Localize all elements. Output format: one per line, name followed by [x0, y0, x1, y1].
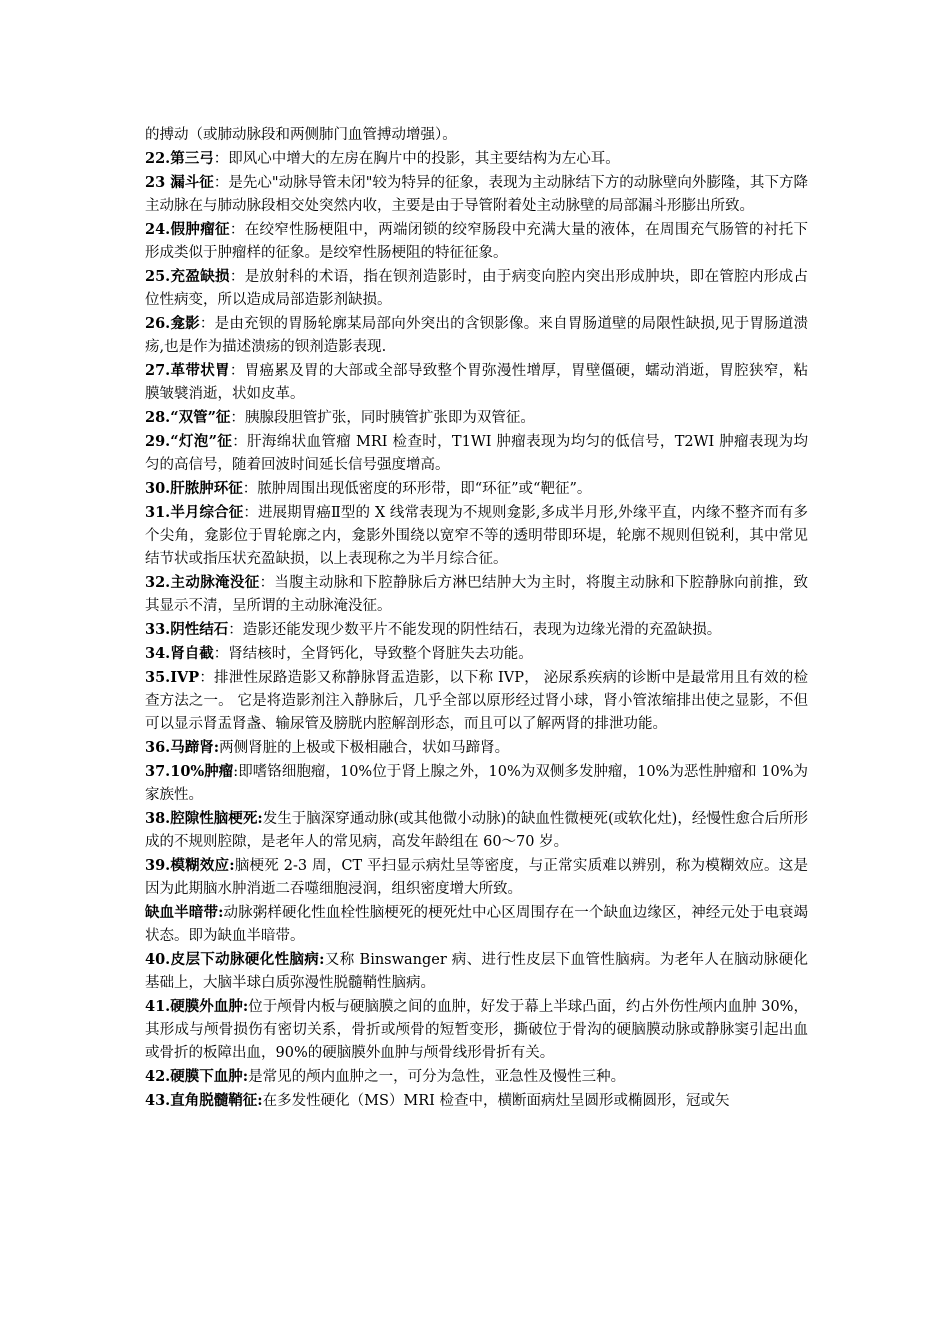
- entry-definition: ：脓肿周围出现低密度的环形带，即“环征”或“靶征”。: [242, 481, 592, 497]
- glossary-entry: [145, 666, 808, 736]
- glossary-entry: [145, 948, 808, 995]
- entry-term: 26.龛影: [145, 315, 200, 332]
- entry-term: 35.IVP: [145, 669, 200, 686]
- entry-term: 39.模糊效应:: [145, 857, 235, 874]
- entry-definition: 发生于脑深穿通动脉(或其他微小动脉)的缺血性微梗死(或软化灶)，经慢性愈合后所形成的不规则腔隙，是老年人的常见病，高发年龄组在 60～70 岁。: [145, 811, 808, 850]
- glossary-entry: [145, 265, 808, 312]
- entry-definition: 位于颅骨内板与硬脑膜之间的血肿，好发于幕上半球凸面，约占外伤性颅内血肿 30%，其形成与颅骨损伤有密切关系，骨折或颅骨的短暂变形，撕破位于骨沟的硬脑膜动脉或静脉窦引起出血或骨折的板障出血，90%的硬脑膜外血肿与颅骨线形骨折有关。: [145, 999, 808, 1061]
- entry-definition: ：胰腺段胆管扩张，同时胰管扩张即为双管征。: [230, 410, 535, 426]
- glossary-entry: [145, 147, 808, 171]
- entry-definition: ：排泄性尿路造影又称静脉肾盂造影，以下称 IVP， 泌尿系疾病的诊断中是最常用且有效的检查方法之一。 它是将造影剂注入静脉后，几乎全部以原形经过肾小球，肾小管浓缩排出使之显影，不但可以显示肾盂肾盏、输尿管及膀胱内腔解剖形态，而且可以了解两肾的排泄功能。: [145, 670, 808, 732]
- entry-term: 22.第三弓: [145, 150, 214, 167]
- glossary-entry: [145, 501, 808, 571]
- entry-term: 25.充盈缺损: [145, 268, 230, 285]
- entry-term: 38.腔隙性脑梗死:: [145, 810, 263, 827]
- glossary-entry: [145, 807, 808, 854]
- glossary-entry: [145, 618, 808, 642]
- entry-term: 40.皮层下动脉硬化性脑病:: [145, 951, 325, 968]
- glossary-entry: [145, 477, 808, 501]
- entry-definition: ：肝海绵状血管瘤 MRI 检查时，T1WI 肿瘤表现为均匀的低信号，T2WI 肿瘤表现为均匀的高信号，随着回波时间延长信号强度增高。: [145, 434, 808, 473]
- entry-definition: ：进展期胃癌Ⅱ型的 X 线常表现为不规则龛影,多成半月形,外缘平直，内缘不整齐而有多个尖角，龛影位于胃轮廓之内，龛影外围绕以宽窄不等的透明带即环堤，轮廓不规则但锐利，其中常见结节状或指压状充盈缺损，以上表现称之为半月综合征。: [145, 505, 808, 567]
- entry-term: 27.革带状胃: [145, 362, 230, 379]
- entry-definition: :即嗜铬细胞瘤，10%位于肾上腺之外，10%为双侧多发肿瘤，10%为恶性肿瘤和 10%为家族性。: [145, 764, 808, 803]
- entry-definition: 动脉粥样硬化性血栓性脑梗死的梗死灶中心区周围存在一个缺血边缘区，神经元处于电衰竭状态。即为缺血半暗带。: [145, 905, 809, 944]
- glossary-entry: [145, 406, 808, 430]
- entry-definition: ：是由充钡的胃肠轮廓某局部向外突出的含钡影像。来自胃肠道壁的局限性缺损,见于胃肠道溃疡,也是作为描述溃疡的钡剂造影表现.: [145, 316, 808, 355]
- glossary-entry: [145, 359, 808, 406]
- glossary-entry: [145, 642, 808, 666]
- entry-definition: ：造影还能发现少数平片不能发现的阴性结石，表现为边缘光滑的充盈缺损。: [228, 622, 722, 638]
- entry-definition: ：在绞窄性肠梗阻中，两端闭锁的绞窄肠段中充满大量的液体，在周围充气肠管的衬托下形成类似于肿瘤样的征象。是绞窄性肠梗阻的特征征象。: [145, 222, 808, 261]
- entry-definition: ：当腹主动脉和下腔静脉后方淋巴结肿大为主时，将腹主动脉和下腔静脉向前推，致其显示不清，呈所谓的主动脉淹没征。: [145, 575, 809, 614]
- glossary-entry: [145, 1065, 808, 1089]
- glossary-entry: [145, 171, 808, 218]
- glossary-entry: [145, 736, 808, 760]
- entry-term: 34.肾自截: [145, 645, 214, 662]
- entry-definition: 的搏动（或肺动脉段和两侧肺门血管搏动增强）。: [145, 127, 457, 143]
- document-body: [145, 124, 808, 1113]
- glossary-entry: [145, 218, 808, 265]
- glossary-entry: [145, 430, 808, 477]
- glossary-entry: [145, 312, 808, 359]
- entry-definition: 又称 Binswanger 病、进行性皮层下血管性脑病。为老年人在脑动脉硬化基础上，大脑半球白质弥漫性脱髓鞘性脑病。: [145, 952, 808, 991]
- entry-definition: 脑梗死 2-3 周，CT 平扫显示病灶呈等密度，与正常实质难以辨别，称为模糊效应。这是因为此期脑水肿消逝二吞噬细胞浸润，组织密度增大所致。: [145, 858, 808, 897]
- glossary-entry: [145, 1089, 808, 1113]
- entry-definition: ：胃癌累及胃的大部或全部导致整个胃弥漫性增厚，胃壁僵硬，蠕动消逝，胃腔狭窄，粘膜皱襞消逝，状如皮革。: [145, 363, 808, 402]
- entry-term: 30.肝脓肿环征: [145, 480, 243, 497]
- entry-term: 缺血半暗带:: [145, 904, 224, 921]
- entry-definition: 是常见的颅内血肿之一，可分为急性，亚急性及慢性三种。: [248, 1069, 626, 1085]
- entry-term: 42.硬膜下血肿:: [145, 1068, 249, 1085]
- entry-term: 43.直角脱髓鞘征:: [145, 1092, 263, 1109]
- glossary-entry: [145, 901, 808, 948]
- entry-term: 36.马蹄肾:: [145, 739, 220, 756]
- entry-definition: ：肾结核时，全肾钙化，导致整个肾脏失去功能。: [213, 646, 533, 662]
- glossary-entry: [145, 995, 808, 1065]
- entry-definition: ：是先心"动脉导管未闭"较为特异的征象，表现为主动脉结下方的动脉壁向外膨隆，其下方降主动脉在与肺动脉段相交处突然内收，主要是由于导管附着处主动脉壁的局部漏斗形膨出所致。: [145, 175, 808, 214]
- glossary-entry: [145, 760, 808, 807]
- entry-definition: 在多发性硬化（MS）MRI 检查中，横断面病灶呈圆形或椭圆形，冠或矢: [262, 1093, 730, 1109]
- entry-term: 37.10%肿瘤: [145, 763, 234, 780]
- entry-term: 28.“双管”征: [145, 409, 231, 426]
- entry-definition: 两侧肾脏的上极或下极相融合，状如马蹄肾。: [219, 740, 510, 756]
- entry-term: 33.阴性结石: [145, 621, 229, 638]
- entry-definition: ：是放射科的术语，指在钡剂造影时，由于病变向腔内突出形成肿块，即在管腔内形成占位性病变，所以造成局部造影剂缺损。: [145, 269, 808, 308]
- glossary-entry: [145, 854, 808, 901]
- entry-term: 41.硬膜外血肿:: [145, 998, 249, 1015]
- glossary-entry: [145, 571, 808, 618]
- entry-term: 31.半月综合征: [145, 504, 244, 521]
- entry-term: 24.假肿瘤征: [145, 221, 230, 238]
- entry-definition: ：即风心中增大的左房在胸片中的投影，其主要结构为左心耳。: [213, 151, 620, 167]
- entry-term: 32.主动脉淹没征: [145, 574, 260, 591]
- glossary-entry: [145, 124, 808, 147]
- entry-term: 29.“灯泡”征: [145, 433, 233, 450]
- entry-term: 23 漏斗征: [145, 174, 214, 191]
